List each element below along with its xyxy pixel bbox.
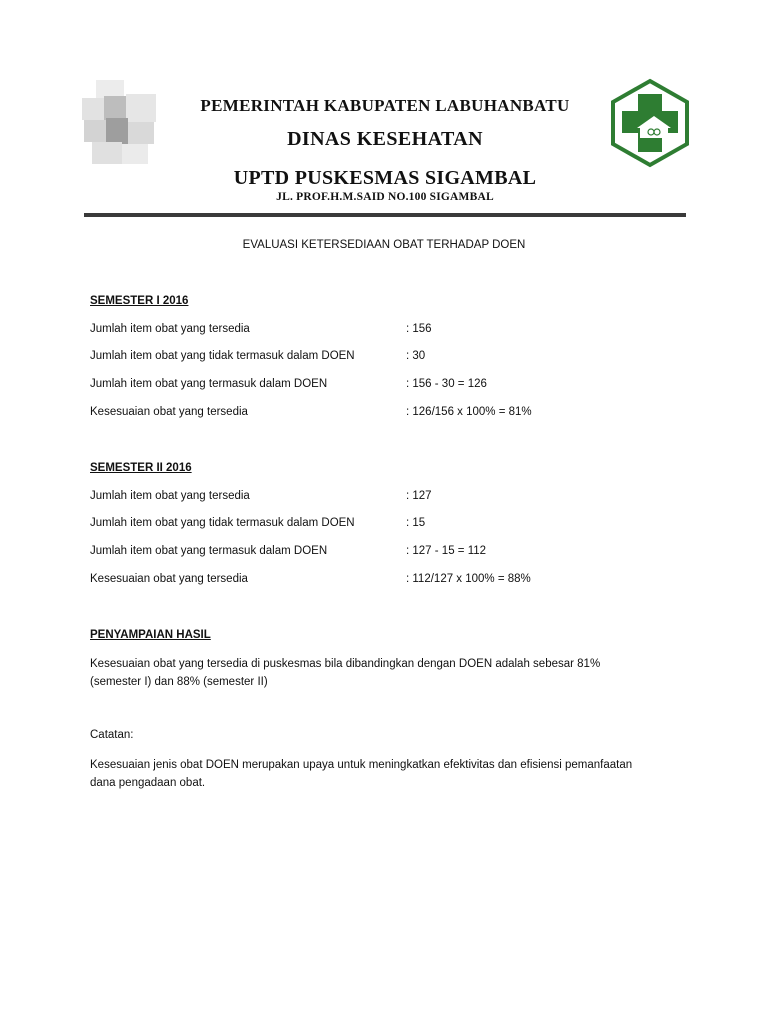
semester1-row-label: Kesesuaian obat yang tersedia: [90, 406, 248, 418]
semester2-row-label: Jumlah item obat yang tidak termasuk dalam DOEN: [90, 517, 355, 529]
semester2-row-value: : 127: [406, 490, 432, 502]
semester1-row-value: : 30: [406, 350, 426, 362]
notes-paragraph: Kesesuaian jenis obat DOEN merupakan upaya untuk meningkatkan efektivitas dan efisiensi pemanfaatan dana pengadaan obat.: [90, 759, 633, 789]
results-paragraph: Kesesuaian obat yang tersedia di puskesmas bila dibandingkan dengan DOEN adalah sebesar 81% (semester I) dan 88% (semester II): [90, 658, 601, 688]
semester1-row-value: : 156: [406, 323, 432, 335]
results-heading: PENYAMPAIAN HASIL: [90, 629, 211, 641]
semester1-row-label: Jumlah item obat yang termasuk dalam DOEN: [90, 378, 328, 390]
semester2-row-value: : 127 - 15 = 112: [406, 545, 487, 557]
regency-logo-blurred: [82, 80, 160, 166]
semester2-row-label: Jumlah item obat yang tersedia: [90, 490, 250, 502]
semester1-row-value: : 156 - 30 = 126: [406, 378, 487, 390]
notes-label: Catatan:: [90, 729, 134, 741]
semester2-row-label: Jumlah item obat yang termasuk dalam DOEN: [90, 545, 328, 557]
letterhead-agency: DINAS KESEHATAN: [287, 128, 483, 150]
semester2-row-label: Kesesuaian obat yang tersedia: [90, 573, 248, 585]
semester1-row-value: : 126/156 x 100% = 81%: [406, 406, 532, 418]
semester1-row-label: Jumlah item obat yang tersedia: [90, 323, 250, 335]
puskesmas-logo: [609, 78, 691, 168]
semester2-heading: SEMESTER II 2016: [90, 462, 192, 474]
semester2-row-value: : 15: [406, 517, 426, 529]
semester2-row-value: : 112/127 x 100% = 88%: [406, 573, 531, 585]
document-title: EVALUASI KETERSEDIAAN OBAT TERHADAP DOEN: [242, 239, 526, 251]
semester1-heading: SEMESTER I 2016: [90, 295, 189, 307]
letterhead-address: JL. PROF.H.M.SAID NO.100 SIGAMBAL: [276, 191, 494, 203]
letterhead-government: PEMERINTAH KABUPATEN LABUHANBATU: [200, 96, 570, 115]
semester1-row-label: Jumlah item obat yang tidak termasuk dalam DOEN: [90, 350, 355, 362]
letterhead-divider: [84, 213, 686, 217]
letterhead-unit: UPTD PUSKESMAS SIGAMBAL: [233, 167, 537, 189]
